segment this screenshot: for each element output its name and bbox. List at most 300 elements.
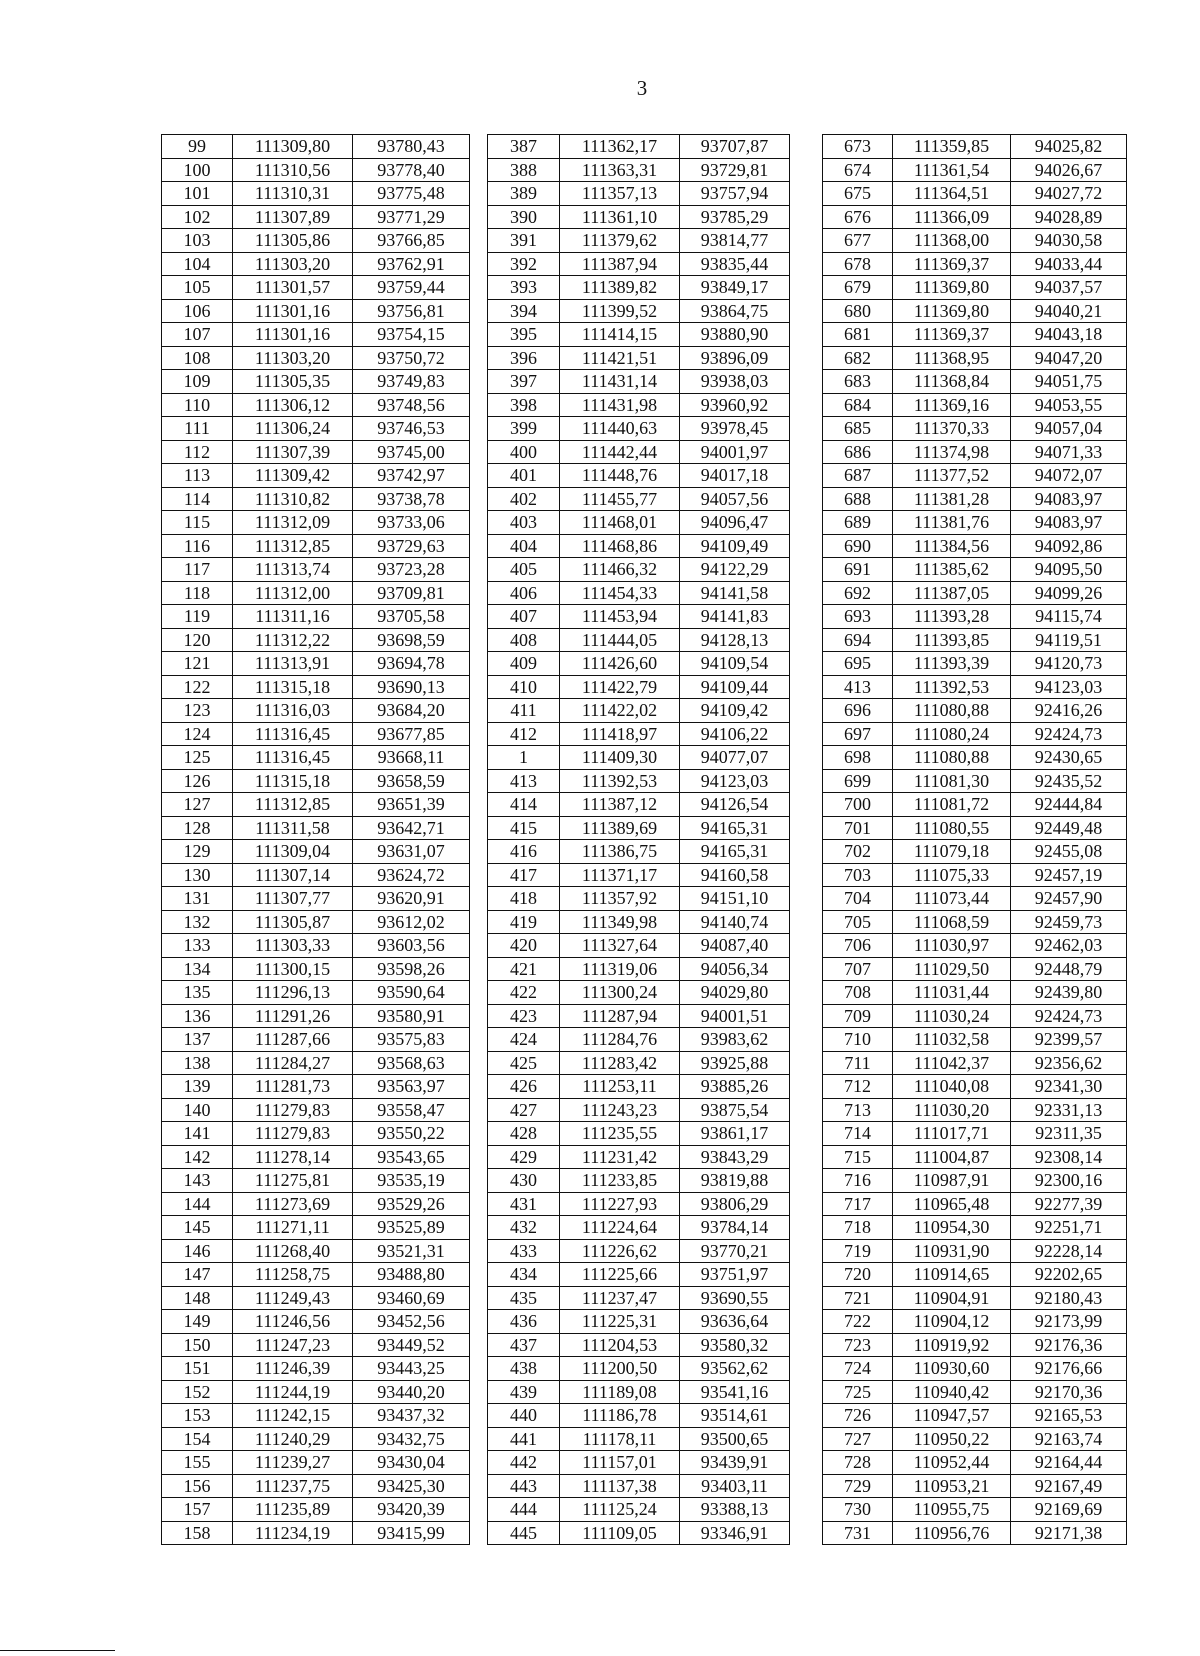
table-row (162, 1521, 1127, 1545)
table-row (162, 1004, 1127, 1028)
x-coordinate: 111281,73 (233, 1075, 353, 1099)
x-coordinate: 111440,63 (560, 417, 680, 441)
x-coordinate: 111227,93 (560, 1192, 680, 1216)
y-coordinate: 93885,26 (680, 1075, 790, 1099)
table-row (162, 511, 1127, 535)
column-gap (790, 393, 823, 417)
x-coordinate: 111312,85 (233, 793, 353, 817)
x-coordinate: 111307,77 (233, 887, 353, 911)
column-gap (470, 1004, 488, 1028)
point-number: 684 (823, 393, 893, 417)
y-coordinate: 93759,44 (353, 276, 470, 300)
x-coordinate: 111287,94 (560, 1004, 680, 1028)
column-gap (470, 276, 488, 300)
x-coordinate: 111364,51 (893, 182, 1011, 206)
x-coordinate: 111204,53 (560, 1333, 680, 1357)
column-gap (790, 957, 823, 981)
point-number: 411 (488, 699, 560, 723)
y-coordinate: 94040,21 (1011, 299, 1127, 323)
y-coordinate: 93440,20 (353, 1380, 470, 1404)
column-gap (470, 1051, 488, 1075)
point-number: 402 (488, 487, 560, 511)
point-number: 680 (823, 299, 893, 323)
y-coordinate: 93346,91 (680, 1521, 790, 1545)
point-number: 389 (488, 182, 560, 206)
column-gap (470, 840, 488, 864)
x-coordinate: 111393,28 (893, 605, 1011, 629)
column-gap (790, 1498, 823, 1522)
y-coordinate: 93925,88 (680, 1051, 790, 1075)
column-gap (470, 934, 488, 958)
x-coordinate: 111312,85 (233, 534, 353, 558)
y-coordinate: 93558,47 (353, 1098, 470, 1122)
point-number: 119 (162, 605, 233, 629)
point-number: 432 (488, 1216, 560, 1240)
y-coordinate: 92399,57 (1011, 1028, 1127, 1052)
point-number: 699 (823, 769, 893, 793)
point-number: 120 (162, 628, 233, 652)
point-number: 441 (488, 1427, 560, 1451)
point-number: 108 (162, 346, 233, 370)
table-row (162, 1075, 1127, 1099)
y-coordinate: 93500,65 (680, 1427, 790, 1451)
point-number: 128 (162, 816, 233, 840)
y-coordinate: 93651,39 (353, 793, 470, 817)
y-coordinate: 92424,73 (1011, 1004, 1127, 1028)
y-coordinate: 93843,29 (680, 1145, 790, 1169)
point-number: 434 (488, 1263, 560, 1287)
y-coordinate: 93690,13 (353, 675, 470, 699)
x-coordinate: 111189,08 (560, 1380, 680, 1404)
y-coordinate: 94128,13 (680, 628, 790, 652)
x-coordinate: 111311,16 (233, 605, 353, 629)
y-coordinate: 92176,66 (1011, 1357, 1127, 1381)
x-coordinate: 111316,45 (233, 722, 353, 746)
column-gap (790, 252, 823, 276)
y-coordinate: 93449,52 (353, 1333, 470, 1357)
x-coordinate: 111418,97 (560, 722, 680, 746)
y-coordinate: 93388,13 (680, 1498, 790, 1522)
point-number: 728 (823, 1451, 893, 1475)
point-number: 439 (488, 1380, 560, 1404)
x-coordinate: 111386,75 (560, 840, 680, 864)
point-number: 419 (488, 910, 560, 934)
table-row (162, 534, 1127, 558)
x-coordinate: 111442,44 (560, 440, 680, 464)
x-coordinate: 111305,87 (233, 910, 353, 934)
column-gap (470, 887, 488, 911)
x-coordinate: 111310,82 (233, 487, 353, 511)
table-row (162, 1169, 1127, 1193)
point-number: 724 (823, 1357, 893, 1381)
point-number: 400 (488, 440, 560, 464)
y-coordinate: 93960,92 (680, 393, 790, 417)
point-number: 707 (823, 957, 893, 981)
point-number: 445 (488, 1521, 560, 1545)
x-coordinate: 111381,76 (893, 511, 1011, 535)
point-number: 129 (162, 840, 233, 864)
point-number: 725 (823, 1380, 893, 1404)
column-gap (470, 1380, 488, 1404)
point-number: 723 (823, 1333, 893, 1357)
y-coordinate: 94141,83 (680, 605, 790, 629)
column-gap (470, 1427, 488, 1451)
x-coordinate: 111422,02 (560, 699, 680, 723)
point-number: 435 (488, 1286, 560, 1310)
y-coordinate: 94165,31 (680, 840, 790, 864)
x-coordinate: 111327,64 (560, 934, 680, 958)
y-coordinate: 94025,82 (1011, 135, 1127, 159)
column-gap (790, 1098, 823, 1122)
y-coordinate: 93978,45 (680, 417, 790, 441)
x-coordinate: 111031,44 (893, 981, 1011, 1005)
point-number: 109 (162, 370, 233, 394)
point-number: 409 (488, 652, 560, 676)
x-coordinate: 111444,05 (560, 628, 680, 652)
x-coordinate: 111080,24 (893, 722, 1011, 746)
y-coordinate: 93677,85 (353, 722, 470, 746)
point-number: 696 (823, 699, 893, 723)
column-gap (790, 934, 823, 958)
y-coordinate: 94115,74 (1011, 605, 1127, 629)
y-coordinate: 92424,73 (1011, 722, 1127, 746)
column-gap (470, 722, 488, 746)
point-number: 687 (823, 464, 893, 488)
column-gap (790, 1404, 823, 1428)
y-coordinate: 94122,29 (680, 558, 790, 582)
y-coordinate: 92308,14 (1011, 1145, 1127, 1169)
point-number: 399 (488, 417, 560, 441)
column-gap (790, 1075, 823, 1099)
table-row (162, 440, 1127, 464)
point-number: 701 (823, 816, 893, 840)
table-row (162, 957, 1127, 981)
point-number: 406 (488, 581, 560, 605)
y-coordinate: 94083,97 (1011, 487, 1127, 511)
point-number: 117 (162, 558, 233, 582)
y-coordinate: 93864,75 (680, 299, 790, 323)
x-coordinate: 111226,62 (560, 1239, 680, 1263)
y-coordinate: 93543,65 (353, 1145, 470, 1169)
x-coordinate: 111310,56 (233, 158, 353, 182)
y-coordinate: 94026,67 (1011, 158, 1127, 182)
column-gap (470, 1521, 488, 1545)
y-coordinate: 93746,53 (353, 417, 470, 441)
x-coordinate: 111246,56 (233, 1310, 353, 1334)
x-coordinate: 111258,75 (233, 1263, 353, 1287)
y-coordinate: 92439,80 (1011, 981, 1127, 1005)
x-coordinate: 111042,37 (893, 1051, 1011, 1075)
column-gap (470, 863, 488, 887)
table-row (162, 1333, 1127, 1357)
point-number: 398 (488, 393, 560, 417)
point-number: 427 (488, 1098, 560, 1122)
point-number: 717 (823, 1192, 893, 1216)
y-coordinate: 93452,56 (353, 1310, 470, 1334)
y-coordinate: 93754,15 (353, 323, 470, 347)
column-gap (790, 675, 823, 699)
x-coordinate: 111359,85 (893, 135, 1011, 159)
y-coordinate: 93636,64 (680, 1310, 790, 1334)
x-coordinate: 111246,39 (233, 1357, 353, 1381)
y-coordinate: 93709,81 (353, 581, 470, 605)
table-row (162, 840, 1127, 864)
column-gap (470, 957, 488, 981)
column-gap (470, 158, 488, 182)
y-coordinate: 93875,54 (680, 1098, 790, 1122)
point-number: 137 (162, 1028, 233, 1052)
point-number: 444 (488, 1498, 560, 1522)
y-coordinate: 92277,39 (1011, 1192, 1127, 1216)
point-number: 134 (162, 957, 233, 981)
x-coordinate: 111422,79 (560, 675, 680, 699)
y-coordinate: 92180,43 (1011, 1286, 1127, 1310)
column-gap (790, 1028, 823, 1052)
point-number: 405 (488, 558, 560, 582)
point-number: 703 (823, 863, 893, 887)
table-row (162, 816, 1127, 840)
y-coordinate: 93430,04 (353, 1451, 470, 1475)
point-number: 132 (162, 910, 233, 934)
x-coordinate: 111312,00 (233, 581, 353, 605)
column-gap (790, 605, 823, 629)
y-coordinate: 94123,03 (1011, 675, 1127, 699)
table-row (162, 276, 1127, 300)
x-coordinate: 111225,66 (560, 1263, 680, 1287)
point-number: 151 (162, 1357, 233, 1381)
y-coordinate: 94119,51 (1011, 628, 1127, 652)
x-coordinate: 111271,11 (233, 1216, 353, 1240)
x-coordinate: 110931,90 (893, 1239, 1011, 1263)
point-number: 714 (823, 1122, 893, 1146)
column-gap (470, 440, 488, 464)
x-coordinate: 111309,80 (233, 135, 353, 159)
y-coordinate: 94099,26 (1011, 581, 1127, 605)
point-number: 144 (162, 1192, 233, 1216)
y-coordinate: 94120,73 (1011, 652, 1127, 676)
y-coordinate: 93814,77 (680, 229, 790, 253)
x-coordinate: 111468,86 (560, 534, 680, 558)
column-gap (470, 558, 488, 582)
column-gap (790, 276, 823, 300)
column-gap (790, 840, 823, 864)
point-number: 116 (162, 534, 233, 558)
y-coordinate: 94030,58 (1011, 229, 1127, 253)
x-coordinate: 111369,37 (893, 323, 1011, 347)
x-coordinate: 111319,06 (560, 957, 680, 981)
y-coordinate: 93835,44 (680, 252, 790, 276)
point-number: 139 (162, 1075, 233, 1099)
table-row (162, 205, 1127, 229)
y-coordinate: 93668,11 (353, 746, 470, 770)
y-coordinate: 93751,97 (680, 1263, 790, 1287)
point-number: 679 (823, 276, 893, 300)
column-gap (470, 910, 488, 934)
y-coordinate: 92430,65 (1011, 746, 1127, 770)
point-number: 678 (823, 252, 893, 276)
point-number: 443 (488, 1474, 560, 1498)
point-number: 414 (488, 793, 560, 817)
column-gap (470, 1239, 488, 1263)
y-coordinate: 93415,99 (353, 1521, 470, 1545)
column-gap (470, 675, 488, 699)
column-gap (470, 1333, 488, 1357)
column-gap (790, 464, 823, 488)
x-coordinate: 111073,44 (893, 887, 1011, 911)
x-coordinate: 111243,23 (560, 1098, 680, 1122)
y-coordinate: 93620,91 (353, 887, 470, 911)
point-number: 417 (488, 863, 560, 887)
point-number: 103 (162, 229, 233, 253)
x-coordinate: 111307,14 (233, 863, 353, 887)
x-coordinate: 111017,71 (893, 1122, 1011, 1146)
point-number: 675 (823, 182, 893, 206)
table-row (162, 1263, 1127, 1287)
table-row (162, 464, 1127, 488)
point-number: 155 (162, 1451, 233, 1475)
column-gap (470, 393, 488, 417)
y-coordinate: 93983,62 (680, 1028, 790, 1052)
y-coordinate: 94092,86 (1011, 534, 1127, 558)
y-coordinate: 93778,40 (353, 158, 470, 182)
table-row (162, 605, 1127, 629)
point-number: 421 (488, 957, 560, 981)
x-coordinate: 111253,11 (560, 1075, 680, 1099)
y-coordinate: 93742,97 (353, 464, 470, 488)
point-number: 102 (162, 205, 233, 229)
column-gap (790, 1263, 823, 1287)
column-gap (470, 487, 488, 511)
y-coordinate: 93550,22 (353, 1122, 470, 1146)
y-coordinate: 93750,72 (353, 346, 470, 370)
point-number: 727 (823, 1427, 893, 1451)
x-coordinate: 111125,24 (560, 1498, 680, 1522)
column-gap (790, 722, 823, 746)
column-gap (790, 769, 823, 793)
x-coordinate: 111030,24 (893, 1004, 1011, 1028)
y-coordinate: 93775,48 (353, 182, 470, 206)
y-coordinate: 92167,49 (1011, 1474, 1127, 1498)
point-number: 407 (488, 605, 560, 629)
table-row (162, 1216, 1127, 1240)
column-gap (470, 746, 488, 770)
y-coordinate: 93729,63 (353, 534, 470, 558)
table-row (162, 1498, 1127, 1522)
table-row (162, 981, 1127, 1005)
x-coordinate: 111313,74 (233, 558, 353, 582)
x-coordinate: 111371,17 (560, 863, 680, 887)
point-number: 686 (823, 440, 893, 464)
x-coordinate: 110940,42 (893, 1380, 1011, 1404)
y-coordinate: 93575,83 (353, 1028, 470, 1052)
y-coordinate: 92165,53 (1011, 1404, 1127, 1428)
y-coordinate: 94096,47 (680, 511, 790, 535)
point-number: 726 (823, 1404, 893, 1428)
point-number: 140 (162, 1098, 233, 1122)
column-gap (790, 534, 823, 558)
y-coordinate: 93631,07 (353, 840, 470, 864)
y-coordinate: 93690,55 (680, 1286, 790, 1310)
column-gap (470, 1404, 488, 1428)
point-number: 426 (488, 1075, 560, 1099)
column-gap (470, 417, 488, 441)
x-coordinate: 111231,42 (560, 1145, 680, 1169)
column-gap (470, 981, 488, 1005)
x-coordinate: 111315,18 (233, 769, 353, 793)
y-coordinate: 94109,54 (680, 652, 790, 676)
x-coordinate: 111224,64 (560, 1216, 680, 1240)
column-gap (470, 1216, 488, 1240)
x-coordinate: 111301,16 (233, 323, 353, 347)
column-gap (470, 534, 488, 558)
x-coordinate: 110952,44 (893, 1451, 1011, 1475)
point-number: 126 (162, 769, 233, 793)
column-gap (790, 1051, 823, 1075)
x-coordinate: 111234,19 (233, 1521, 353, 1545)
table-row (162, 417, 1127, 441)
point-number: 401 (488, 464, 560, 488)
y-coordinate: 93535,19 (353, 1169, 470, 1193)
point-number: 392 (488, 252, 560, 276)
y-coordinate: 93598,26 (353, 957, 470, 981)
x-coordinate: 110956,76 (893, 1521, 1011, 1545)
point-number: 147 (162, 1263, 233, 1287)
y-coordinate: 93403,11 (680, 1474, 790, 1498)
x-coordinate: 111307,89 (233, 205, 353, 229)
x-coordinate: 110965,48 (893, 1192, 1011, 1216)
point-number: 113 (162, 464, 233, 488)
x-coordinate: 111137,38 (560, 1474, 680, 1498)
table-row (162, 1145, 1127, 1169)
point-number: 712 (823, 1075, 893, 1099)
y-coordinate: 93729,81 (680, 158, 790, 182)
column-gap (470, 652, 488, 676)
table-row (162, 1192, 1127, 1216)
x-coordinate: 111426,60 (560, 652, 680, 676)
column-gap (790, 910, 823, 934)
y-coordinate: 93785,29 (680, 205, 790, 229)
point-number: 710 (823, 1028, 893, 1052)
x-coordinate: 111303,20 (233, 252, 353, 276)
point-number: 440 (488, 1404, 560, 1428)
column-gap (790, 1474, 823, 1498)
x-coordinate: 111296,13 (233, 981, 353, 1005)
y-coordinate: 93733,06 (353, 511, 470, 535)
x-coordinate: 110953,21 (893, 1474, 1011, 1498)
x-coordinate: 111313,91 (233, 652, 353, 676)
x-coordinate: 111284,76 (560, 1028, 680, 1052)
x-coordinate: 111279,83 (233, 1098, 353, 1122)
point-number: 387 (488, 135, 560, 159)
y-coordinate: 93896,09 (680, 346, 790, 370)
y-coordinate: 92300,16 (1011, 1169, 1127, 1193)
x-coordinate: 111278,14 (233, 1145, 353, 1169)
point-number: 681 (823, 323, 893, 347)
x-coordinate: 111284,27 (233, 1051, 353, 1075)
column-gap (790, 581, 823, 605)
y-coordinate: 94126,54 (680, 793, 790, 817)
y-coordinate: 92459,73 (1011, 910, 1127, 934)
y-coordinate: 94017,18 (680, 464, 790, 488)
x-coordinate: 111369,80 (893, 299, 1011, 323)
x-coordinate: 111369,80 (893, 276, 1011, 300)
y-coordinate: 92163,74 (1011, 1427, 1127, 1451)
x-coordinate: 111186,78 (560, 1404, 680, 1428)
x-coordinate: 111306,12 (233, 393, 353, 417)
x-coordinate: 111244,19 (233, 1380, 353, 1404)
x-coordinate: 111399,52 (560, 299, 680, 323)
column-gap (470, 346, 488, 370)
